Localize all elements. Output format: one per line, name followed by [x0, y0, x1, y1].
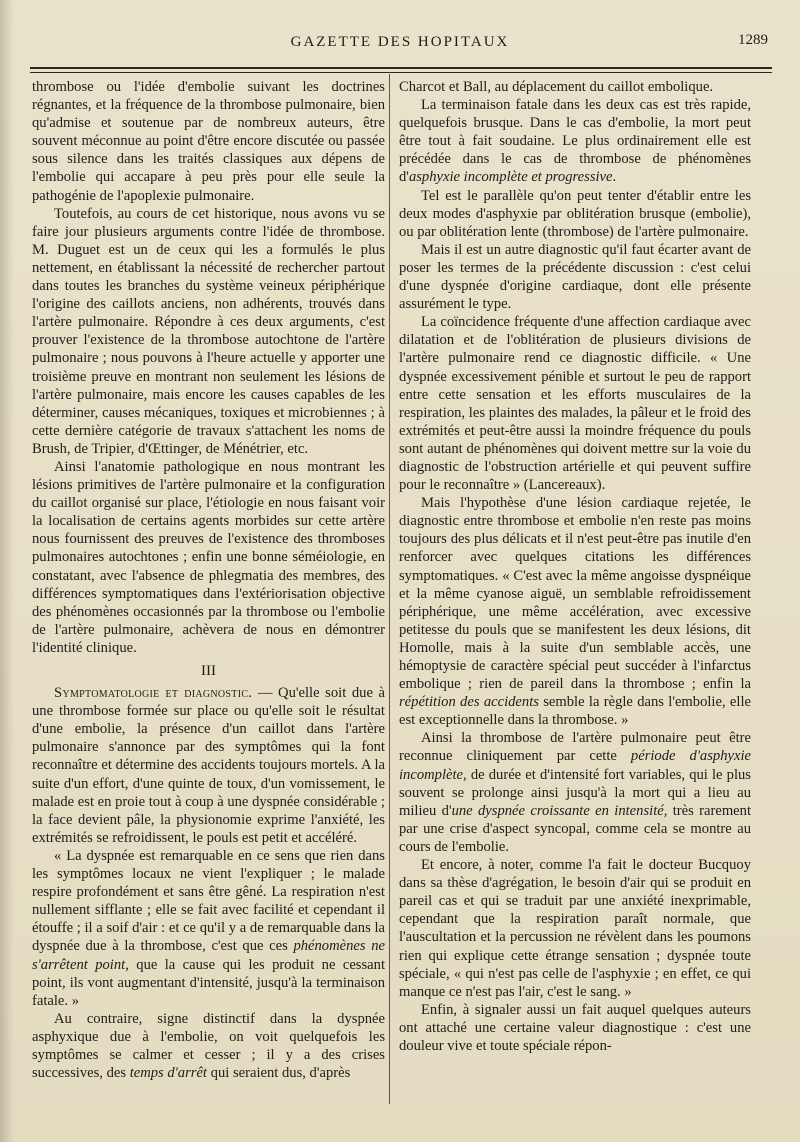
emphasis-text: phénomènes ne s'arrêtent point [32, 938, 386, 973]
paragraph-text: Mais l'hypothèse d'une lésion cardiaque rejetée, le diagnostic entre thrombose et embolie n'en reste pas moins toujours des plus délicats et il n'est peut-être pas inutile d'en renforcer avec quelques citations les différences symptomatiques. « C'est avec la même angoisse dyspnéique et la même cyanose aiguë, un semblable refroidissement périphérique, une même accélération, avec excessive petitesse du pouls que se manifestent les deux lésions, dit Homolle, mais à la suite d'un semblable accès, une hémoptysie de caractère spécial peut succéder à l'infarctus embolique ; rien de pareil dans la thrombose ; enfin la [399, 495, 751, 693]
page-edge-shadow [0, 0, 14, 1142]
section-subtitle: Symptomatologie et diagnostic. [54, 685, 253, 702]
paragraph: Charcot et Ball, au déplacement du caillot embolique. [399, 79, 714, 95]
paragraph: Enfin, à signaler aussi un fait auquel quelques auteurs ont attaché une certaine valeur diagnostique : c'est une douleur vive et toute spéciale répon- [399, 1001, 751, 1054]
paragraph-text: qui seraient dus, d'après [207, 1065, 351, 1082]
paragraph [399, 729, 751, 856]
header-rule-thin [30, 72, 772, 73]
paragraph-text: La terminaison fatale dans les deux cas est très rapide, quelquefois brusque. Dans le cas d'embolie, la mort peut être tout à fait soudaine. Le plus ordinairement elle est précédée dans le cas de thrombose de phénomènes d' [399, 97, 751, 186]
paragraph-text: Au contraire, signe distinctif dans la dyspnée asphyxique due à l'embolie, on voit quelquefois les symptômes se calmer et cesser ; il y a des crises successives, des [32, 1010, 385, 1082]
emphasis-text: période d'asphyxie incomplète [399, 748, 751, 783]
emphasis-text: temps d'arrêt [129, 1065, 207, 1082]
paragraph [399, 494, 751, 729]
paragraph-text: . [612, 169, 617, 186]
paragraph-text: — Qu'elle soit due à une thrombose formée sur place ou qu'elle soit le résultat d'une embolie, la présence d'un caillot dans l'artère pulmonaire s'annonce par des symptômes qui la font reconnaître et détermine des accidents toujours mortels. A la suite d'un effort, d'une quinte de toux, d'un vomissement, le malade est en proie tout à coup à une dyspnée considérable ; la face devient pâle, la physionomie exprime l'anxiété, les extrémités se refroidissent, le pouls est petit et accéléré. [32, 685, 386, 846]
paragraph [399, 96, 751, 186]
paragraph-text: , que la cause qui les produit ne cessant point, ils vont augmentant d'intensité, jusqu'à la terminaison fatale. » [32, 956, 385, 1009]
paragraph: Ainsi l'anatomie pathologique en nous montrant les lésions primitives de l'artère pulmonaire et la configuration du caillot organisé sur place, l'étiologie en nous faisant voir la localisation de certains agents morbides sur cette artère nous fournissent des preuves de l'existence des thromboses pulmonaires autochtones ; enfin une bonne séméiologie, en constatant, avec l'absence de phlegmatia des membres, des différences symptomatiques dans l'extériorisation objective des phénomènes occasionnés par la thrombose ou l'embolie de l'artère pulmonaire, achèvera de nous en démontrer l'identité clinique. [32, 458, 385, 656]
paragraph-text: , très rarement par une crise d'aspect syncopal, comme cela se montre au cours de l'embolie. [399, 802, 752, 855]
column-divider [389, 74, 390, 1104]
emphasis-text: asphyxie incomplète et progressive [408, 169, 613, 186]
paragraph: Toutefois, au cours de cet historique, nous avons vu se faire jour plusieurs arguments contre l'idée de thrombose. M. Duguet est un de ceux qui les a formulés le plus nettement, en établissant la nécessité de rechercher partout dans toutes les branches du système veineux périphérique l'origine des caillots anciens, non adhérents, trouvés dans l'artère pulmonaire. Répondre à ces deux arguments, c'est prouver l'existence de la thrombose autochtone de l'artère pulmonaire ; nous pouvons à l'heure actuelle y apporter une troisième preuve en montrant non seulement les lésions de l'artère pulmonaire, mais encore les causes capables de les déterminer, causes mécaniques, toxiques et microbiennes ; à cette dernière catégorie de travaux s'attachent les noms de Brush, de Tripier, d'Œttinger, de Ménétrier, etc. [32, 205, 385, 457]
header-rule-thick [30, 67, 772, 69]
running-title: GAZETTE DES HOPITAUX [290, 34, 510, 50]
section-heading: III [201, 663, 216, 679]
paragraph-text: « La dyspnée est remarquable en ce sens que rien dans les symptômes locaux ne vient l'expliquer ; le malade respire profondément et sans être gêné. La respiration n'est nullement sifflante ; elle se fait avec facilité et cependant il étouffe ; il a soif d'air : et ce qu'il y a de remarquable dans la dyspnée due à la thrombose, c'est que ces [32, 847, 385, 955]
paragraph [32, 1010, 385, 1082]
left-column [32, 78, 385, 1082]
paragraph: Et encore, à noter, comme l'a fait le docteur Bucquoy dans sa thèse d'agrégation, le besoin d'air qui se produit en pareil cas et qui se traduit par une anxiété inexprimable, cependant que la respiration paraît normale, que l'auscultation et la percussion ne révèlent dans les poumons rien qui explique cette étrange sensation ; dyspnée toute spéciale, « qui n'est pas celle de l'asphyxie ; en effet, ce qui manque ce n'est pas l'air, c'est le sang. » [399, 857, 751, 1000]
page-header [32, 34, 768, 60]
page-number: 1289 [738, 32, 768, 48]
paragraph-text: semble la règle dans l'embolie, elle est exceptionnelle dans la thrombose. » [399, 694, 751, 729]
emphasis-text: une dyspnée croissante en intensité [451, 802, 664, 819]
paragraph: thrombose ou l'idée d'embolie suivant les doctrines régnantes, et la fréquence de la thrombose pulmonaire, bien qu'admise et soutenue par de nombreux auteurs, être souvent méconnue au point d'être encore discutée ou passée sous silence dans les traités classiques aux dépens de l'embolie qui accapare à peu près pour elle seule la pathogénie de l'apoplexie pulmonaire. [32, 79, 385, 204]
paragraph: Tel est le parallèle qu'on peut tenter d'établir entre les deux modes d'asphyxie par oblitération brusque (embolie), ou par oblitération lente (thrombose) de l'artère pulmonaire. [399, 187, 751, 240]
emphasis-text: répétition des accidents [399, 694, 539, 711]
paragraph-text: Ainsi la thrombose de l'artère pulmonaire peut être reconnue cliniquement par cette [399, 730, 751, 765]
paragraph-text: , de durée et d'intensité fort variables, qui le plus souvent se prolonge ainsi jusqu'à la mort qui a lieu au milieu d' [399, 766, 751, 819]
right-column [399, 78, 751, 1055]
paragraph [32, 684, 385, 847]
paragraph: La coïncidence fréquente d'une affection cardiaque avec dilatation et de l'oblitération de plusieurs divisions de l'artère pulmonaire rend ce diagnostic difficile. « Une dyspnée excessivement pénible et surtout le peu de rapport entre cette sensation et les efforts musculaires de la respiration, les plaintes des malades, la pâleur et le froid des extrémités et peut-être aussi la moindre fréquence du pouls sont autant de phénomènes qui doivent mettre sur la voie du diagnostic de l'obstruction artérielle et qui peuvent suffire pour le reconnaître » (Lancereaux). [399, 314, 751, 494]
paragraph [32, 847, 385, 1010]
paragraph: Mais il est un autre diagnostic qu'il faut écarter avant de poser les termes de la précédente discussion : c'est celui d'une dyspnée d'origine cardiaque, dont elle présente assurément le type. [399, 241, 751, 313]
